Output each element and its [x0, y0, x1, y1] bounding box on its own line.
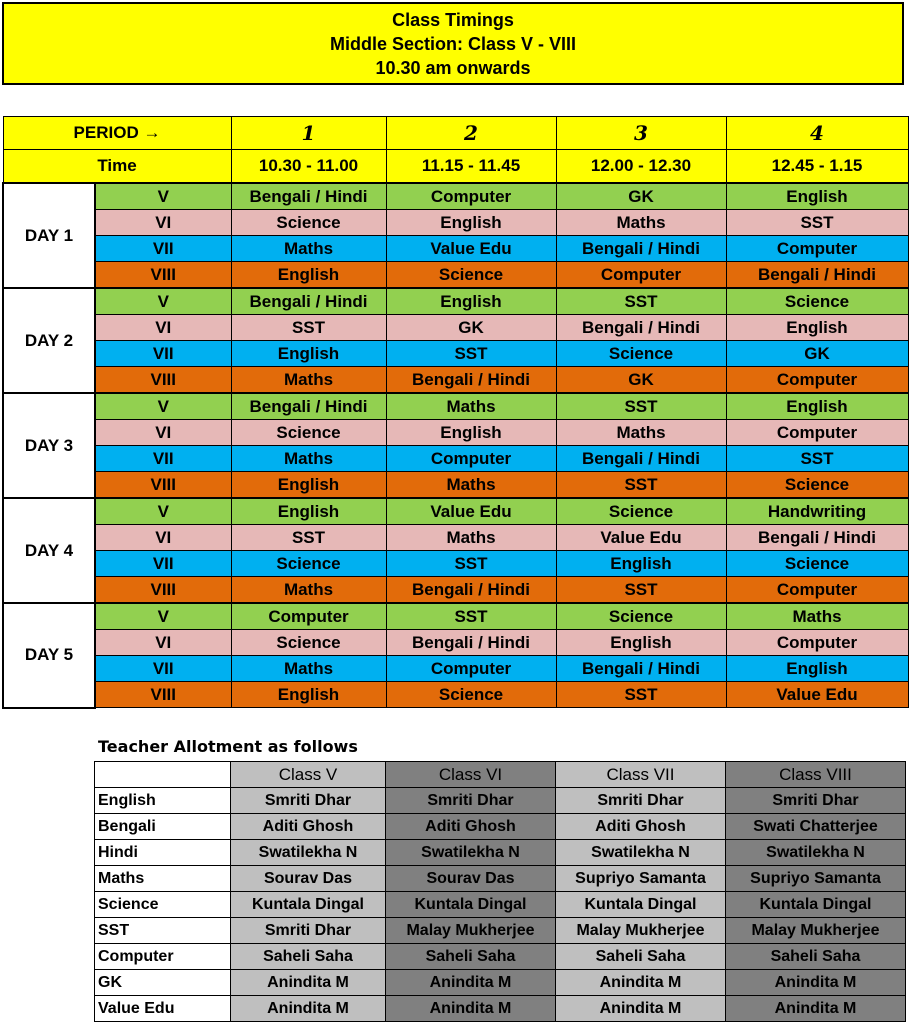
teacher-cell: Smriti Dhar	[386, 788, 556, 814]
teacher-cell: Saheli Saha	[726, 944, 906, 970]
subject-cell: Handwriting	[726, 498, 908, 525]
subject-cell: Value Edu	[726, 682, 908, 708]
class-label: V	[95, 498, 231, 525]
teacher-cell: Swatilekha N	[556, 840, 726, 866]
class-header: Class V	[231, 762, 386, 788]
subject-cell: GK	[386, 315, 556, 341]
page-subtitle: Middle Section: Class V - VIII	[329, 33, 577, 54]
subject-label: Value Edu	[95, 996, 231, 1022]
teacher-cell: Kuntala Dingal	[386, 892, 556, 918]
day-label: DAY 3	[3, 393, 95, 498]
period-header-row	[3, 117, 908, 150]
class-header: Class VII	[556, 762, 726, 788]
allotment-header-row	[95, 762, 906, 788]
page-title: Class Timings	[392, 9, 514, 30]
teacher-cell: Sourav Das	[231, 866, 386, 892]
teacher-cell: Kuntala Dingal	[556, 892, 726, 918]
teacher-cell: Malay Mukherjee	[556, 918, 726, 944]
class-label: VII	[95, 341, 231, 367]
teacher-allotment-table	[94, 761, 906, 1022]
subject-cell: Maths	[231, 446, 386, 472]
time-header-row	[3, 150, 908, 184]
class-label: VII	[95, 236, 231, 262]
subject-cell: Science	[556, 603, 726, 630]
subject-cell: English	[231, 472, 386, 499]
period-time: 11.15 - 11.45	[386, 150, 556, 184]
subject-cell: English	[726, 656, 908, 682]
timetable-row	[3, 183, 908, 210]
subject-cell: Maths	[726, 603, 908, 630]
subject-cell: English	[386, 288, 556, 315]
subject-label: Bengali	[95, 814, 231, 840]
blank-header-cell	[95, 762, 231, 788]
allotment-row	[95, 814, 906, 840]
teacher-cell: Swati Chatterjee	[726, 814, 906, 840]
teacher-cell: Aditi Ghosh	[231, 814, 386, 840]
subject-cell: Maths	[231, 577, 386, 604]
subject-cell: Science	[386, 682, 556, 708]
teacher-cell: Swatilekha N	[231, 840, 386, 866]
subject-cell: Maths	[231, 656, 386, 682]
subject-cell: Maths	[556, 420, 726, 446]
subject-label: Maths	[95, 866, 231, 892]
teacher-cell: Anindita M	[231, 970, 386, 996]
timetable-row	[3, 446, 908, 472]
class-label: VI	[95, 630, 231, 656]
timetable-row	[3, 315, 908, 341]
teacher-cell: Saheli Saha	[386, 944, 556, 970]
subject-cell: Bengali / Hindi	[386, 577, 556, 604]
day-label: DAY 4	[3, 498, 95, 603]
subject-cell: SST	[386, 603, 556, 630]
teacher-cell: Swatilekha N	[386, 840, 556, 866]
day-label: DAY 1	[3, 183, 95, 288]
timetable-row	[3, 341, 908, 367]
title-banner	[2, 2, 904, 85]
class-label: VI	[95, 315, 231, 341]
subject-cell: SST	[726, 446, 908, 472]
timetable-row	[3, 551, 908, 577]
class-label: V	[95, 288, 231, 315]
subject-label: English	[95, 788, 231, 814]
subject-cell: SST	[556, 288, 726, 315]
allotment-row	[95, 944, 906, 970]
class-label: VIII	[95, 682, 231, 708]
subject-cell: Maths	[386, 525, 556, 551]
subject-label: Science	[95, 892, 231, 918]
class-label: VII	[95, 551, 231, 577]
subject-label: GK	[95, 970, 231, 996]
subject-cell: SST	[386, 341, 556, 367]
subject-cell: Science	[386, 262, 556, 289]
time-label: Time	[3, 150, 231, 184]
subject-cell: GK	[726, 341, 908, 367]
allotment-title: Teacher Allotment as follows	[98, 737, 358, 756]
class-label: VII	[95, 656, 231, 682]
subject-cell: Value Edu	[556, 525, 726, 551]
subject-cell: Science	[556, 341, 726, 367]
class-header: Class VIII	[726, 762, 906, 788]
day-label: DAY 2	[3, 288, 95, 393]
period-label: PERIOD →	[3, 117, 231, 150]
period-time: 12.45 - 1.15	[726, 150, 908, 184]
period-number: 3	[556, 117, 726, 150]
subject-cell: English	[386, 210, 556, 236]
subject-cell: English	[726, 183, 908, 210]
subject-cell: Computer	[556, 262, 726, 289]
teacher-cell: Smriti Dhar	[231, 788, 386, 814]
teacher-cell: Smriti Dhar	[231, 918, 386, 944]
period-time: 12.00 - 12.30	[556, 150, 726, 184]
allotment-row	[95, 996, 906, 1022]
subject-label: Computer	[95, 944, 231, 970]
period-number: 2	[386, 117, 556, 150]
subject-label: SST	[95, 918, 231, 944]
teacher-cell: Sourav Das	[386, 866, 556, 892]
class-label: V	[95, 183, 231, 210]
subject-cell: Science	[726, 288, 908, 315]
class-label: V	[95, 393, 231, 420]
timetable-row	[3, 603, 908, 630]
subject-cell: SST	[556, 682, 726, 708]
subject-cell: Science	[726, 472, 908, 499]
class-label: VI	[95, 420, 231, 446]
subject-cell: English	[386, 420, 556, 446]
subject-cell: SST	[556, 393, 726, 420]
teacher-cell: Anindita M	[386, 970, 556, 996]
subject-cell: Bengali / Hindi	[556, 656, 726, 682]
subject-cell: English	[726, 393, 908, 420]
timetable-row	[3, 210, 908, 236]
class-label: VII	[95, 446, 231, 472]
allotment-row	[95, 840, 906, 866]
subject-cell: Science	[231, 551, 386, 577]
timetable-row	[3, 367, 908, 394]
subject-cell: Maths	[231, 367, 386, 394]
subject-cell: English	[231, 498, 386, 525]
class-label: VIII	[95, 262, 231, 289]
subject-cell: Science	[231, 630, 386, 656]
subject-cell: Bengali / Hindi	[556, 236, 726, 262]
subject-cell: Computer	[726, 236, 908, 262]
subject-cell: Computer	[386, 656, 556, 682]
class-label: V	[95, 603, 231, 630]
teacher-cell: Smriti Dhar	[726, 788, 906, 814]
subject-cell: Computer	[726, 420, 908, 446]
teacher-cell: Anindita M	[726, 970, 906, 996]
subject-cell: GK	[556, 183, 726, 210]
subject-cell: English	[231, 341, 386, 367]
class-header: Class VI	[386, 762, 556, 788]
allotment-row	[95, 918, 906, 944]
timetable-row	[3, 525, 908, 551]
timetable-row	[3, 682, 908, 708]
subject-cell: Maths	[231, 236, 386, 262]
subject-cell: SST	[386, 551, 556, 577]
subject-cell: Science	[231, 210, 386, 236]
teacher-cell: Kuntala Dingal	[726, 892, 906, 918]
teacher-cell: Supriyo Samanta	[556, 866, 726, 892]
class-label: VIII	[95, 577, 231, 604]
teacher-cell: Anindita M	[556, 996, 726, 1022]
subject-cell: Science	[556, 498, 726, 525]
subject-cell: English	[726, 315, 908, 341]
subject-cell: SST	[556, 472, 726, 499]
timetable-row	[3, 498, 908, 525]
subject-cell: Computer	[386, 183, 556, 210]
teacher-cell: Swatilekha N	[726, 840, 906, 866]
subject-cell: Computer	[726, 577, 908, 604]
allotment-row	[95, 970, 906, 996]
period-number: 4	[726, 117, 908, 150]
class-label: VIII	[95, 472, 231, 499]
teacher-cell: Aditi Ghosh	[556, 814, 726, 840]
subject-cell: Maths	[556, 210, 726, 236]
timetable-row	[3, 656, 908, 682]
subject-cell: Maths	[386, 393, 556, 420]
teacher-cell: Anindita M	[726, 996, 906, 1022]
allotment-row	[95, 892, 906, 918]
teacher-cell: Supriyo Samanta	[726, 866, 906, 892]
timetable-row	[3, 420, 908, 446]
subject-cell: English	[556, 630, 726, 656]
subject-cell: Bengali / Hindi	[556, 446, 726, 472]
subject-cell: Science	[726, 551, 908, 577]
teacher-cell: Malay Mukherjee	[726, 918, 906, 944]
timetable-row	[3, 236, 908, 262]
subject-cell: Value Edu	[386, 498, 556, 525]
teacher-cell: Anindita M	[556, 970, 726, 996]
subject-cell: GK	[556, 367, 726, 394]
timetable	[2, 116, 909, 709]
teacher-cell: Saheli Saha	[231, 944, 386, 970]
period-time: 10.30 - 11.00	[231, 150, 386, 184]
subject-cell: Value Edu	[386, 236, 556, 262]
subject-cell: English	[556, 551, 726, 577]
class-label: VI	[95, 525, 231, 551]
subject-cell: Bengali / Hindi	[386, 367, 556, 394]
class-label: VIII	[95, 367, 231, 394]
allotment-row	[95, 788, 906, 814]
subject-cell: Bengali / Hindi	[726, 262, 908, 289]
subject-cell: Computer	[231, 603, 386, 630]
timetable-row	[3, 577, 908, 604]
subject-cell: Bengali / Hindi	[231, 288, 386, 315]
subject-cell: English	[231, 682, 386, 708]
subject-cell: Computer	[726, 630, 908, 656]
timetable-row	[3, 472, 908, 499]
subject-cell: English	[231, 262, 386, 289]
subject-cell: SST	[556, 577, 726, 604]
timetable-row	[3, 393, 908, 420]
subject-cell: SST	[231, 315, 386, 341]
subject-cell: Bengali / Hindi	[386, 630, 556, 656]
subject-cell: SST	[231, 525, 386, 551]
teacher-cell: Anindita M	[231, 996, 386, 1022]
subject-cell: Bengali / Hindi	[556, 315, 726, 341]
subject-cell: Bengali / Hindi	[231, 393, 386, 420]
day-label: DAY 5	[3, 603, 95, 708]
period-number: 1	[231, 117, 386, 150]
teacher-cell: Anindita M	[386, 996, 556, 1022]
teacher-cell: Saheli Saha	[556, 944, 726, 970]
timetable-row	[3, 262, 908, 289]
timetable-row	[3, 288, 908, 315]
teacher-cell: Malay Mukherjee	[386, 918, 556, 944]
teacher-cell: Smriti Dhar	[556, 788, 726, 814]
subject-cell: Computer	[726, 367, 908, 394]
subject-cell: Bengali / Hindi	[231, 183, 386, 210]
class-label: VI	[95, 210, 231, 236]
subject-label: Hindi	[95, 840, 231, 866]
teacher-cell: Aditi Ghosh	[386, 814, 556, 840]
start-time-note: 10.30 am onwards	[375, 57, 531, 78]
subject-cell: Computer	[386, 446, 556, 472]
subject-cell: Maths	[386, 472, 556, 499]
timetable-row	[3, 630, 908, 656]
subject-cell: Science	[231, 420, 386, 446]
subject-cell: Bengali / Hindi	[726, 525, 908, 551]
subject-cell: SST	[726, 210, 908, 236]
allotment-row	[95, 866, 906, 892]
teacher-cell: Kuntala Dingal	[231, 892, 386, 918]
